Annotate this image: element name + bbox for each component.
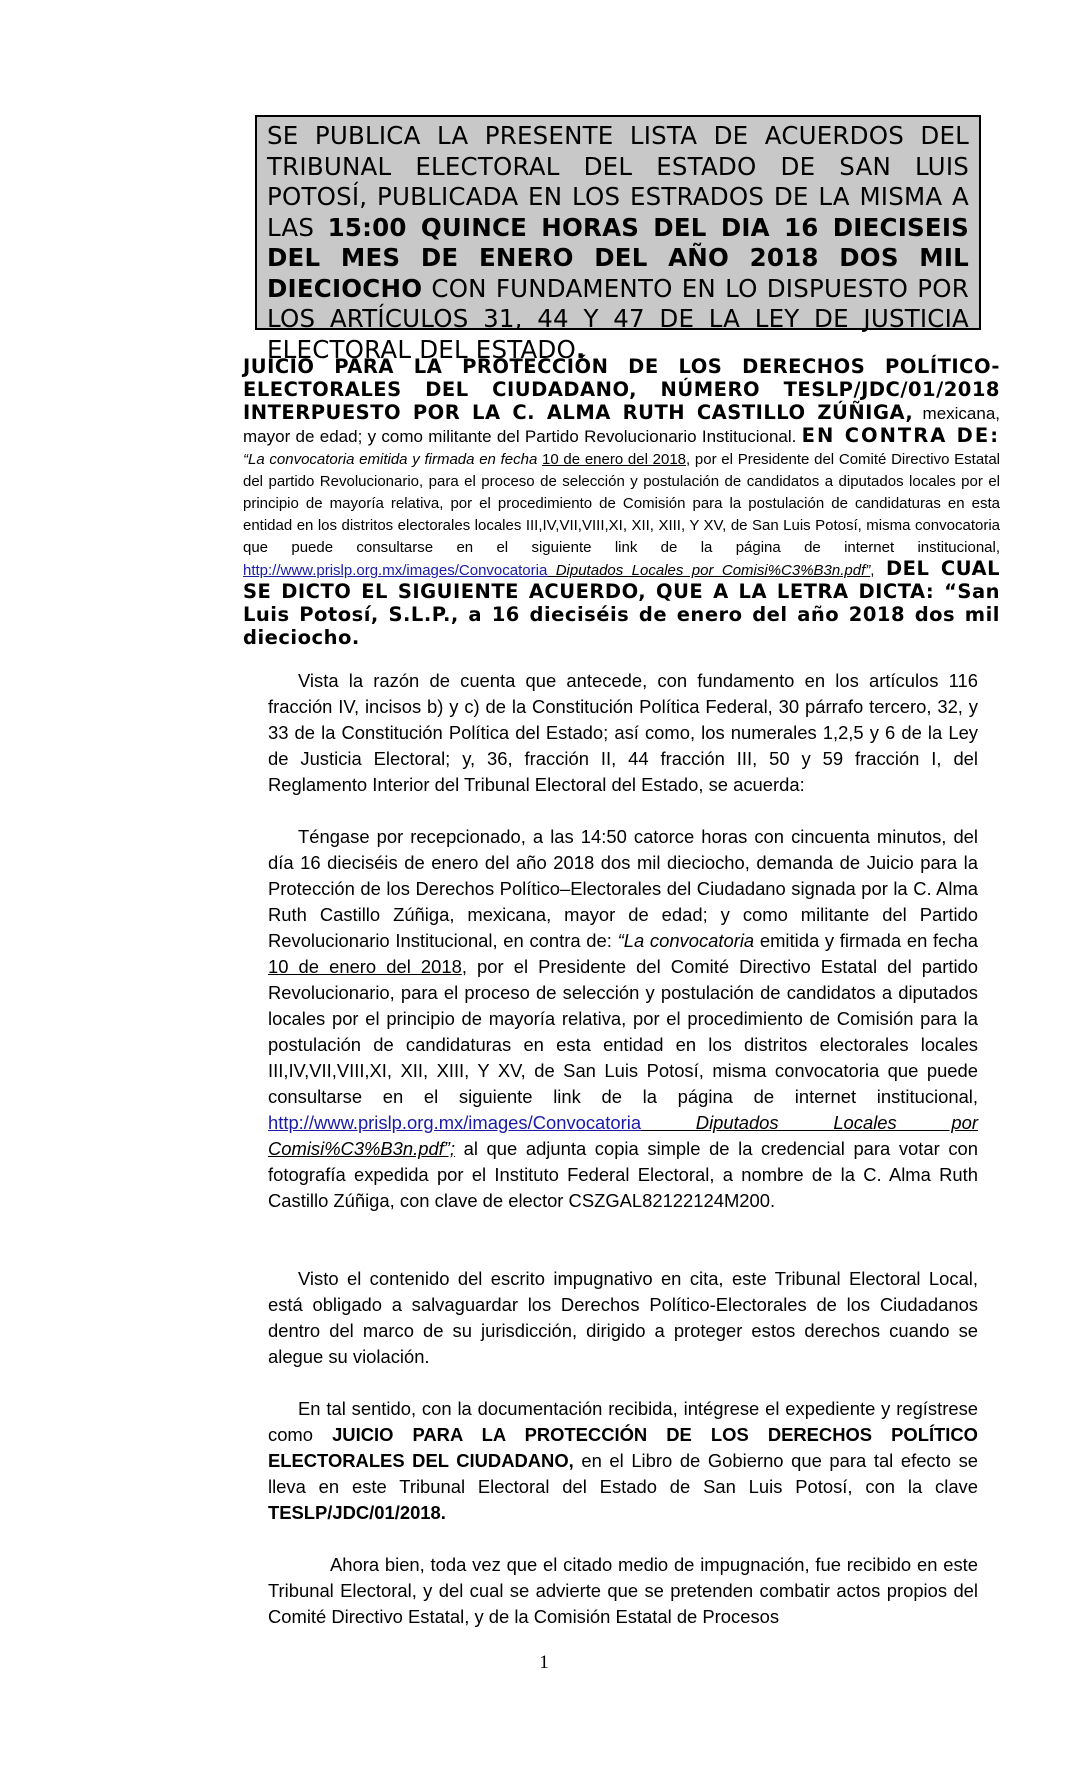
p2-text-a: Téngase por recepcionado, a las 14:50 catorce horas con cincuenta minutos, del día 16 dieciséis de enero del año 2018 dos mil dieciocho, demanda de Juicio para la Protección de los Derechos Político–Electorales del Ciudadano signada por la C. Alma Ruth Castillo Zúñiga, mexicana, mayor de edad; y como militante del Partido Revolucionario Institucional, en contra de: <box>268 826 978 951</box>
p2-text-c: , por el Presidente del Comité Directivo Estatal del partido Revolucionario, para el proceso de selección y postulación de candidatos a diputados locales por el principio de mayoría relativa, por el procedimiento de Comisión para la postulación de candidaturas en esta entidad en los distritos electorales locales III,IV,VII,VIII,XI, XII, XIII, Y XV, de San Luis Potosí, misma convocatoria que puede consultarse en el siguiente link de la página de internet institucional, <box>268 956 979 1107</box>
case-heading-block <box>243 356 1000 650</box>
paragraph-5 <box>268 1552 978 1630</box>
paragraph-3-text: Visto el contenido del escrito impugnativo en cita, este Tribunal Electoral Local, está obligado a salvaguardar los Derechos Político-Electorales de los Ciudadanos dentro del marco de su jurisdicción, dirigido a proteger estos derechos cuando se alegue su violación. <box>268 1268 978 1367</box>
p2-quote: “La convocatoria <box>617 930 755 951</box>
en-contra-label: EN CONTRA DE: <box>801 424 1000 447</box>
case-summary <box>243 356 1000 650</box>
paragraph-3 <box>268 1266 978 1370</box>
notice-period: . <box>575 334 586 364</box>
case-heading: JUICIO PARA LA PROTECCIÓN DE LOS DERECHOS POLÍTICO-ELECTORALES DEL CIUDADANO, NÚMERO TESLP/JDC/01/2018 INTERPUESTO POR LA C. ALMA RUTH CASTILLO ZÚÑIGA, <box>243 355 1000 424</box>
notice-text-2: CON FUNDAMENTO EN LO DISPUESTO POR LOS ARTÍCULOS 31, 44 Y 47 DE LA LEY DE JUSTICIA ELECTORAL DEL ESTADO <box>267 273 969 364</box>
paragraph-4 <box>268 1396 978 1526</box>
case-link-tail: Diputados Locales por Comisi%C3%B3n.pdf” <box>547 562 871 579</box>
paragraph-5-text: Ahora bien, toda vez que el citado medio de impugnación, fue recibido en este Tribunal Electoral, y del cual se advierte que se pretenden combatir actos propios del Comité Directivo Estatal, y de la Comisión Estatal de Procesos <box>268 1554 978 1627</box>
case-date: 10 de enero del 2018 <box>542 451 687 468</box>
p2-link[interactable]: http://www.prislp.org.mx/images/Convocatoria <box>268 1112 642 1133</box>
case-party: mexicana, mayor de edad; y como militante del Partido Revolucionario Institucional. <box>243 404 1001 446</box>
publication-notice-box <box>255 115 981 364</box>
paragraph-2 <box>268 824 978 1214</box>
p2-text-d: al que adjunta copia simple de la credencial para votar con fotografía expedida por el Instituto Federal Electoral, a nombre de la C. Alma Ruth Castillo Zúñiga, con clave de elector CSZGAL82122124M200. <box>268 1138 978 1211</box>
case-link[interactable]: http://www.prislp.org.mx/images/Convocatoria <box>243 562 548 579</box>
p4-text-b: en el Libro de Gobierno que para tal efecto se lleva en este Tribunal Electoral del Estado de San Luis Potosí, con la clave <box>268 1450 978 1497</box>
case-quote-rest: , por el Presidente del Comité Directivo Estatal del partido Revolucionario, para el proceso de selección y postulación de candidatos a diputados locales por el principio de mayoría relativa, por el procedimiento de Comisión para la postulación de candidaturas en esta entidad en los distritos electorales locales III,IV,VII,VIII,XI, XII, XIII, Y XV, de San Luis Potosí, misma convocatoria que puede consultarse en el siguiente link de la página de internet institucional, <box>243 451 1001 556</box>
p2-date: 10 de enero del 2018 <box>268 956 462 977</box>
paragraph-1 <box>268 668 978 798</box>
p2-link-tail: Diputados Locales por Comisi%C3%B3n.pdf”; <box>268 1112 978 1159</box>
notice-text: SE PUBLICA LA PRESENTE LISTA DE ACUERDOS DEL TRIBUNAL ELECTORAL DEL ESTADO DE SAN LUIS POTOSÍ, PUBLICADA EN LOS ESTRADOS DE LA MISMA A LAS <box>267 121 969 242</box>
p4-bold: JUICIO PARA LA PROTECCIÓN DE LOS DERECHOS POLÍTICO ELECTORALES DEL CIUDADANO, <box>268 1424 978 1471</box>
notice-time-bold: 15:00 QUINCE HORAS DEL DIA 16 DIECISEIS DEL MES DE ENERO DEL AÑO 2018 DOS MIL DIECIOCHO <box>267 212 969 303</box>
paragraph-1-text: Vista la razón de cuenta que antecede, con fundamento en los artículos 116 fracción IV, incisos b) y c) de la Constitución Política Federal, 30 párrafo tercero, 32, y 33 de la Constitución Política del Estado; así como, los numerales 1,2,5 y 6 de la Ley de Justicia Electoral; y, 36, fracción II, 44 fracción III, 50 y 59 fracción I, del Reglamento Interior del Tribunal Electoral del Estado, se acuerda: <box>268 670 978 795</box>
case-link-end: , <box>870 562 875 579</box>
p4-text-a: En tal sentido, con la documentación recibida, intégrese el expediente y regístrese como <box>268 1398 978 1445</box>
acuerdo-heading: DEL CUAL SE DICTO EL SIGUIENTE ACUERDO, QUE A LA LETRA DICTA: “San Luis Potosí, S.L.P., a 16 dieciséis de enero del año 2018 dos mil dieciocho. <box>243 557 1000 649</box>
p2-text-b: emitida y firmada en fecha <box>754 930 979 951</box>
case-quote-start: “La convocatoria emitida y firmada en fecha <box>243 451 543 468</box>
p4-key: TESLP/JDC/01/2018. <box>268 1502 446 1523</box>
page-number: 1 <box>539 1652 549 1673</box>
